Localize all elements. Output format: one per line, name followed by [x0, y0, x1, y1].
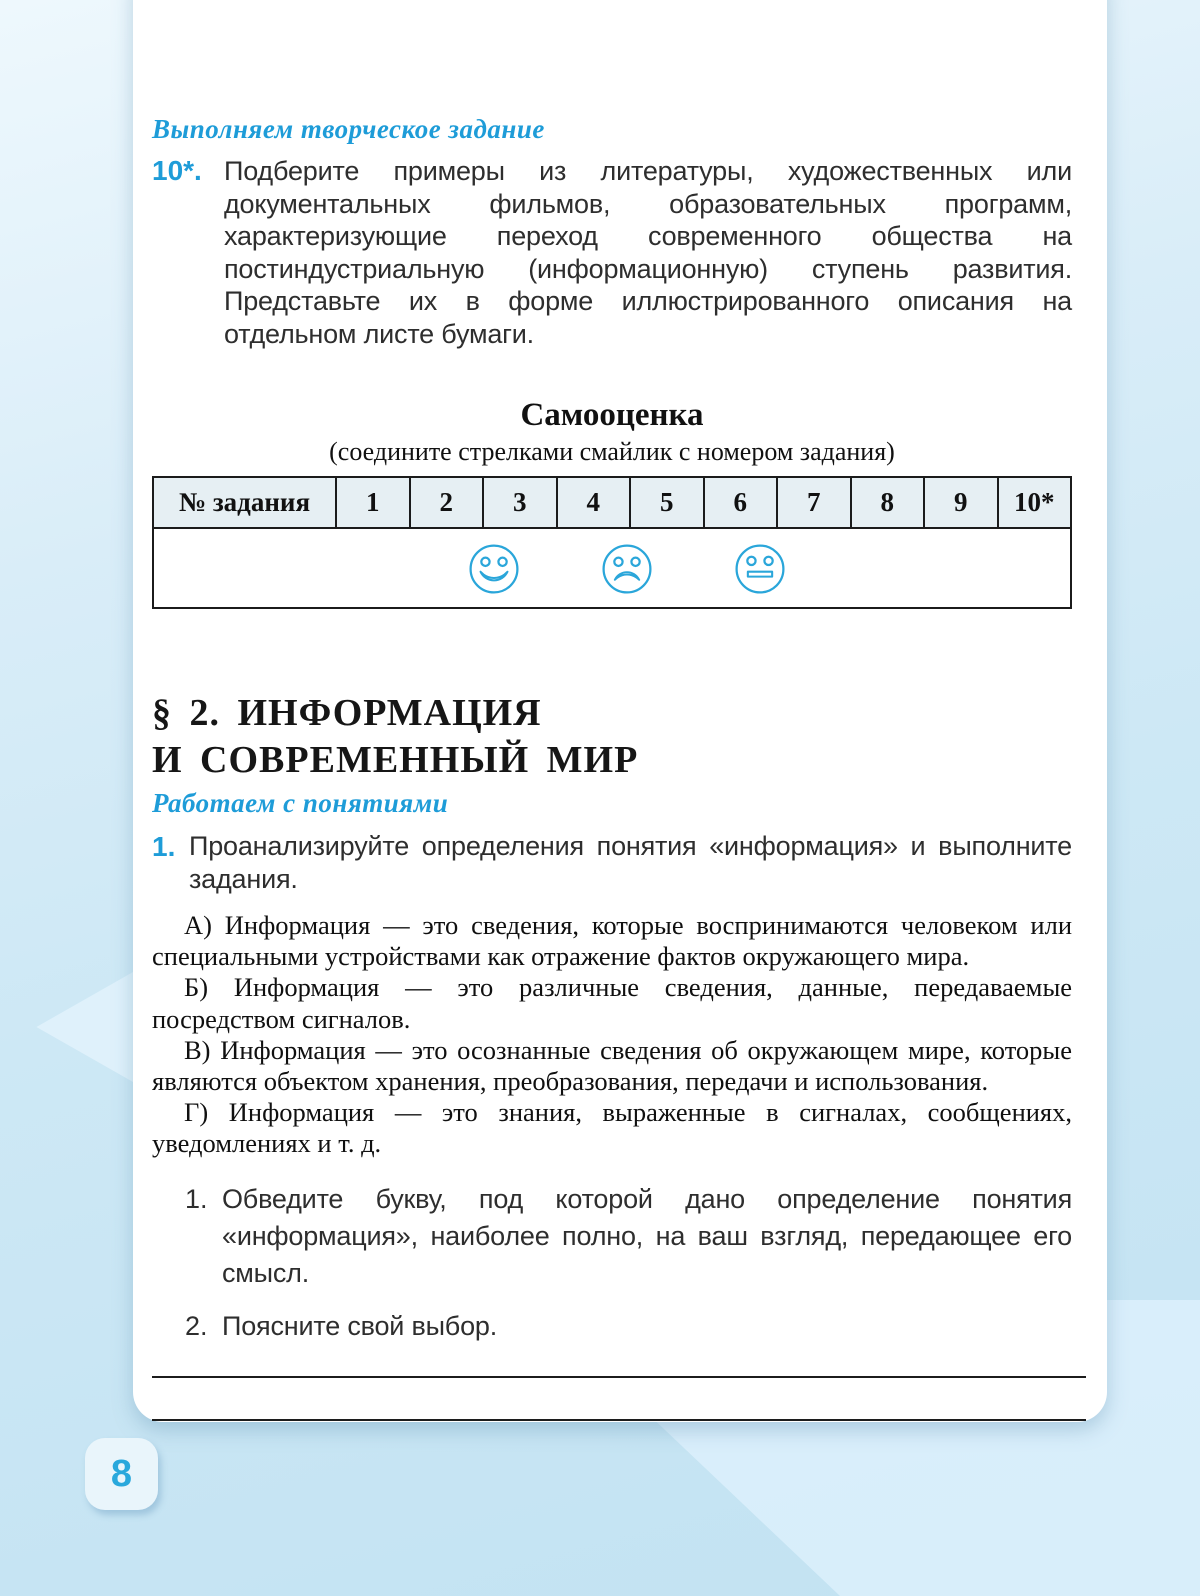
definition-g — [152, 1097, 1072, 1159]
definition-a — [152, 910, 1072, 972]
definition-a-label: А) — [184, 910, 212, 940]
task-1-number: 1. — [152, 831, 176, 862]
header-cell-2[interactable]: 2 — [410, 477, 484, 528]
header-cell-5[interactable]: 5 — [630, 477, 704, 528]
section-title-line1: § 2. ИНФОРМАЦИЯ — [152, 692, 542, 734]
answer-line-2[interactable] — [152, 1419, 1086, 1421]
definition-v-text: Информация — это осознанные сведения об окружающем мире, которые являются объектом хранения, преобразования, передачи и использования. — [152, 1034, 1072, 1097]
subtask-2-number: 2. — [185, 1310, 208, 1341]
definition-g-text: Информация — это знания, выраженные в сигналах, сообщениях, уведомлениях и т. д. — [152, 1097, 1072, 1159]
header-cell-8[interactable]: 8 — [851, 477, 925, 528]
definition-v-label: В) — [184, 1034, 211, 1065]
header-cell-9[interactable]: 9 — [924, 477, 998, 528]
header-cell-1[interactable]: 1 — [336, 477, 410, 528]
header-cell-label: № задания — [153, 477, 336, 528]
section-title — [152, 690, 1072, 784]
definition-g-label: Г) — [184, 1097, 209, 1128]
task-1 — [152, 830, 1072, 896]
smiley-cell[interactable] — [153, 528, 1071, 608]
answer-line-1[interactable] — [152, 1376, 1086, 1378]
creative-task-heading: Выполняем творческое задание — [152, 114, 545, 144]
header-cell-4[interactable]: 4 — [557, 477, 631, 528]
sad-smiley-icon[interactable] — [600, 542, 654, 596]
header-cell-10[interactable]: 10* — [998, 477, 1072, 528]
task-1-intro: Проанализируйте определения понятия «информация» и выполните задания. — [189, 831, 1072, 894]
subtask-1-number: 1. — [185, 1183, 208, 1214]
self-assessment-subtitle: (соедините стрелками смайлик с номером задания) — [329, 437, 895, 466]
subtask-1 — [185, 1181, 1072, 1292]
header-cell-6[interactable]: 6 — [704, 477, 778, 528]
definition-v — [152, 1035, 1072, 1097]
creative-task-text: Подберите примеры из литературы, художественных или документальных фильмов, образовательных программ, характеризующие переход современного общества на постиндустриальную (информационную) ступень развития. Представьте их в форме иллюстрированного описания на отдельном листе бумаги. — [224, 156, 1072, 349]
section-subheading: Работаем с понятиями — [152, 788, 449, 818]
header-cell-3[interactable]: 3 — [483, 477, 557, 528]
creative-task-number: 10*. — [152, 155, 202, 186]
definition-a-text: Информация — это сведения, которые воспринимаются человеком или специальными устройствами как отражение фактов окружающего мира. — [152, 910, 1073, 972]
definition-b-label: Б) — [184, 972, 209, 1003]
subtask-2 — [185, 1308, 1072, 1345]
page-number-badge: 8 — [85, 1438, 158, 1510]
table-header-row — [153, 477, 1071, 528]
definition-b-text: Информация — это различные сведения, данные, передаваемые посредством сигналов. — [152, 972, 1073, 1034]
definitions-block — [152, 910, 1072, 1160]
bg-accent-shape-left — [0, 968, 140, 1086]
section-title-line2: И СОВРЕМЕННЫЙ МИР — [152, 739, 639, 781]
happy-smiley-icon[interactable] — [467, 542, 521, 596]
subtask-2-text: Поясните свой выбор. — [222, 1310, 498, 1341]
subtask-1-text: Обведите букву, под которой дано определение понятия «информация», наиболее полно, на ваш взгляд, передающее его смысл. — [222, 1183, 1072, 1288]
self-assessment-title: Самооценка — [520, 397, 704, 433]
smiley-row — [153, 528, 1071, 608]
creative-task — [152, 155, 1072, 350]
neutral-smiley-icon[interactable] — [733, 542, 787, 596]
worksheet-card — [133, 0, 1107, 1422]
definition-b — [152, 972, 1072, 1034]
header-cell-7[interactable]: 7 — [777, 477, 851, 528]
self-assessment-table — [152, 476, 1072, 609]
